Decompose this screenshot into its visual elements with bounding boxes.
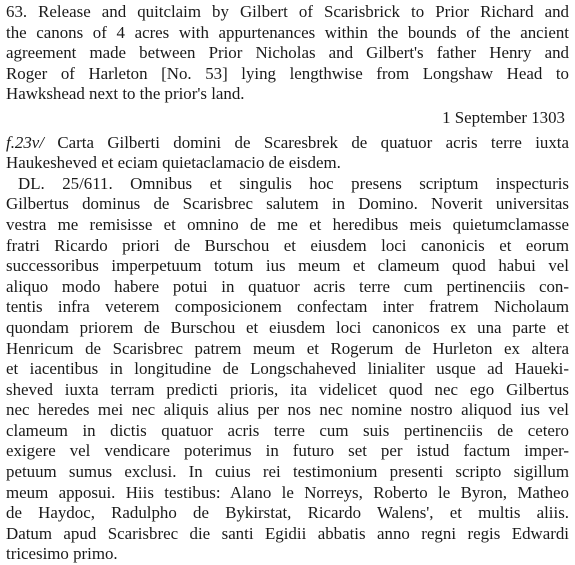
charter-text-line: clameum in dictis quatuor acris terre cum suis pertinenciis de cetero — [6, 420, 569, 440]
charter-text-line: successoribus imperpetuum totum ius meum et clameum quod habui vel — [6, 256, 569, 276]
charter-text-line: sheved iuxta terram predicti prioris, ita videlicet quod nec ego Gilbertus — [6, 379, 569, 399]
entry-date: 1 September 1303 — [442, 107, 565, 127]
rubric-line — [6, 133, 569, 154]
rubric-text: Carta Gilberti domini de Scaresbrek de quatuor acris terre iuxta — [44, 132, 569, 152]
charter-text-line: exigere vel vendicare poterimus in futuro set per istud factum imper- — [6, 441, 569, 461]
summary-line: agreement made between Prior Nicholas and Gilbert's father Henry and — [6, 43, 569, 63]
charter-text-line: tricesimo primo. — [6, 544, 118, 564]
charter-text-line: Henricum de Scarisbrec patrem meum et Rogerum de Hurleton ex altera — [6, 338, 569, 358]
charter-text-line: Datum apud Scarisbrec die santi Egidii abbatis anno regni regis Edwardi — [6, 523, 569, 543]
charter-text-line: meum apposui. Hiis testibus: Alano le Norreys, Roberto le Byron, Matheo — [6, 482, 569, 502]
charter-text-line: fratri Ricardo priori de Burschou et eiusdem loci canonicis et eorum — [6, 235, 569, 255]
charter-text-line: tentis infra veterem composicionem confectam inter fratrem Nicholaum — [6, 297, 569, 317]
folio-reference: f.23v/ — [6, 132, 44, 152]
charter-text-line: et iacentibus in longitudine de Longschaheved linialiter usque ad Haueki- — [6, 359, 569, 379]
charter-text-line: nec heredes mei nec aliquis alius per nos nec nomine nostro aliquod ius vel — [6, 400, 569, 420]
charter-text-line: aliquo modo habere potui in quatuor acris terre cum pertinenciis con- — [6, 276, 569, 296]
charter-text-line: petuum sumus exclusi. In cuius rei testimonium presenti scripto sigillum — [6, 462, 569, 482]
summary-line: 63. Release and quitclaim by Gilbert of Scarisbrick to Prior Richard and — [6, 2, 569, 21]
summary-line: Roger of Harleton [No. 53] lying lengthwise from Longshaw Head to — [6, 63, 569, 83]
charter-text-line: quondam priorem de Burschou et eiusdem loci canonicos ex una parte et — [6, 317, 569, 337]
rubric-line: Haukesheved et eciam quietaclamacio de eisdem. — [6, 153, 341, 173]
charter-text-line: DL. 25/611. Omnibus et singulis hoc presens scriptum inspecturis — [18, 173, 569, 193]
charter-text-line: de Haydoc, Radulpho de Bykirstat, Ricardo Walens', et multis aliis. — [6, 503, 569, 523]
charter-text-line: Gilbertus dominus de Scarisbrec salutem in Domino. Noverit universitas — [6, 194, 569, 214]
summary-line: Hawkshead next to the prior's land. — [6, 84, 245, 104]
summary-line: the canons of 4 acres with appurtenances within the bounds of the ancient — [6, 22, 569, 42]
charter-text-line: vestra me remisisse et omnino de me et heredibus meis quietumclamasse — [6, 214, 569, 234]
